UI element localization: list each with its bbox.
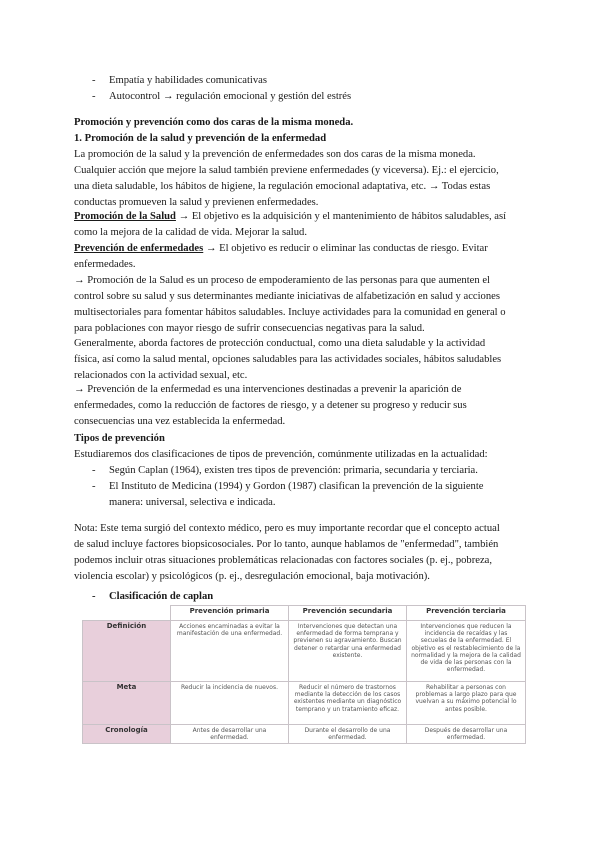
paragraph-line: para poblaciones con mayor riesgo de sufrir consecuencias negativas para la salud. [74,323,425,334]
tipos-heading: Tipos de prevención [74,433,165,444]
paragraph-line: La promoción de la salud y la prevención de enfermedades son dos caras de la misma moneda. [74,149,476,160]
definition-text: → El objetivo es reducir o eliminar las conductas de riesgo. Evitar [203,243,488,254]
bullet-dash: - [92,481,96,492]
caplan-table [82,605,526,744]
paragraph-line: consecuencias una vez establecida la enfermedad. [74,416,286,427]
bullet-dash: - [92,465,96,476]
paragraph-line: relacionados con la actividad sexual, etc. [74,370,248,381]
table-cell: Después de desarrollar una enfermedad. [407,725,526,744]
paragraph-line: una dieta saludable, los hábitos de higiene, la regulación emocional adaptativa, etc. → Todas estas [74,181,491,192]
sub-heading: 1. Promoción de la salud y prevención de la enfermedad [74,133,327,144]
prevencion-definition [74,241,488,257]
row-header: Cronología [83,725,171,744]
bullet-item: Autocontrol → regulación emocional y gestión del estrés [109,91,352,102]
table-cell: Durante el desarrollo de una enfermedad. [289,725,407,744]
table-row [83,682,526,725]
paragraph-line: como la mejora de la calidad de vida. Mejorar la salud. [74,227,307,238]
table-cell: Intervenciones que reducen la incidencia de recaídas y las secuelas de la enfermedad. El objetivo es el restablecimiento de la normalidad y la mejora de la calidad de vida de las personas con la enfermedad. [407,621,526,682]
table-cell: Reducir la incidencia de nuevos. [171,682,289,725]
table-corner [83,606,171,621]
table-cell: Intervenciones que detectan una enfermedad de forma temprana y previenen su agravamiento. Buscan detener o retardar una enfermedad existente. [289,621,407,682]
paragraph-line: violencia escolar) y psicológicos (p. ej., desregulación emocional, baja motivación). [74,571,430,582]
section-heading: Promoción y prevención como dos caras de la misma moneda. [74,117,354,128]
bullet-item: Según Caplan (1964), existen tres tipos de prevención: primaria, secundaria y terciaria. [109,465,478,476]
table-cell: Rehabilitar a personas con problemas a largo plazo para que vuelvan a su máximo potencial lo antes posible. [407,682,526,725]
paragraph-line: conductas promueven la salud y previenen enfermedades. [74,197,319,208]
bullet-dash: - [92,91,96,102]
paragraph-line: Generalmente, aborda factores de protección conductual, como una dieta saludable y la actividad [74,338,486,349]
definition-term: Prevención de enfermedades [74,243,204,254]
table-header-row [83,606,526,621]
column-header: Prevención secundaria [289,606,407,621]
table-cell: Reducir el número de trastornos mediante la detección de los casos existentes mediante un diagnóstico temprano y un tratamiento eficaz. [289,682,407,725]
paragraph-line: Nota: Este tema surgió del contexto médico, pero es muy importante recordar que el concepto actual [74,523,500,534]
bullet-item: Empatía y habilidades comunicativas [109,75,267,86]
column-header: Prevención primaria [171,606,289,621]
definition-term: Promoción de la Salud [74,211,176,222]
table-cell: Antes de desarrollar una enfermedad. [171,725,289,744]
table-row [83,621,526,682]
table-row [83,725,526,744]
paragraph-line: control sobre su salud y sus determinantes mediante iniciativas de alfabetización en salud y acciones [74,291,500,302]
table-cell: Acciones encaminadas a evitar la manifestación de una enfermedad. [171,621,289,682]
paragraph-line: podemos incluir otras situaciones problemáticas relacionadas con factores sociales (p. ej., pobreza, [74,555,493,566]
promocion-definition [74,209,506,225]
row-header: Meta [83,682,171,725]
column-header: Prevención terciaria [407,606,526,621]
paragraph-line: multisectoriales para fomentar hábitos saludables. Incluye actividades para la comunidad en general o [74,307,506,318]
bullet-dash: - [92,591,96,602]
paragraph-line: enfermedades, como la reducción de factores de riesgo, y a detener su progreso y reducir sus [74,400,467,411]
caplan-heading: Clasificación de caplan [109,591,214,602]
bullet-dash: - [92,75,96,86]
paragraph-line: → Promoción de la Salud es un proceso de empoderamiento de las personas para que aumenten el [74,275,490,286]
paragraph-line: de salud incluye factores biopsicosociales. Por lo tanto, aunque hablamos de "enfermedad", también [74,539,499,550]
paragraph-line: física, así como la salud mental, opciones saludables para las actividades sociales, hábitos saludables [74,354,502,365]
paragraph-line: Estudiaremos dos clasificaciones de tipos de prevención, comúnmente utilizadas en la actualidad: [74,449,488,460]
bullet-item: El Instituto de Medicina (1994) y Gordon (1987) clasifican la prevención de la siguiente [109,481,484,492]
paragraph-line: → Prevención de la enfermedad es una intervenciones destinadas a prevenir la aparición de [74,384,462,395]
paragraph-line: enfermedades. [74,259,136,270]
bullet-item-continued: manera: universal, selectiva e indicada. [109,497,276,508]
definition-text: → El objetivo es la adquisición y el mantenimiento de hábitos saludables, así [175,211,507,222]
paragraph-line: Cualquier acción que mejore la salud también previene enfermedades (y viceversa). Ej.: el ejercicio, [74,165,499,176]
row-header: Definición [83,621,171,682]
